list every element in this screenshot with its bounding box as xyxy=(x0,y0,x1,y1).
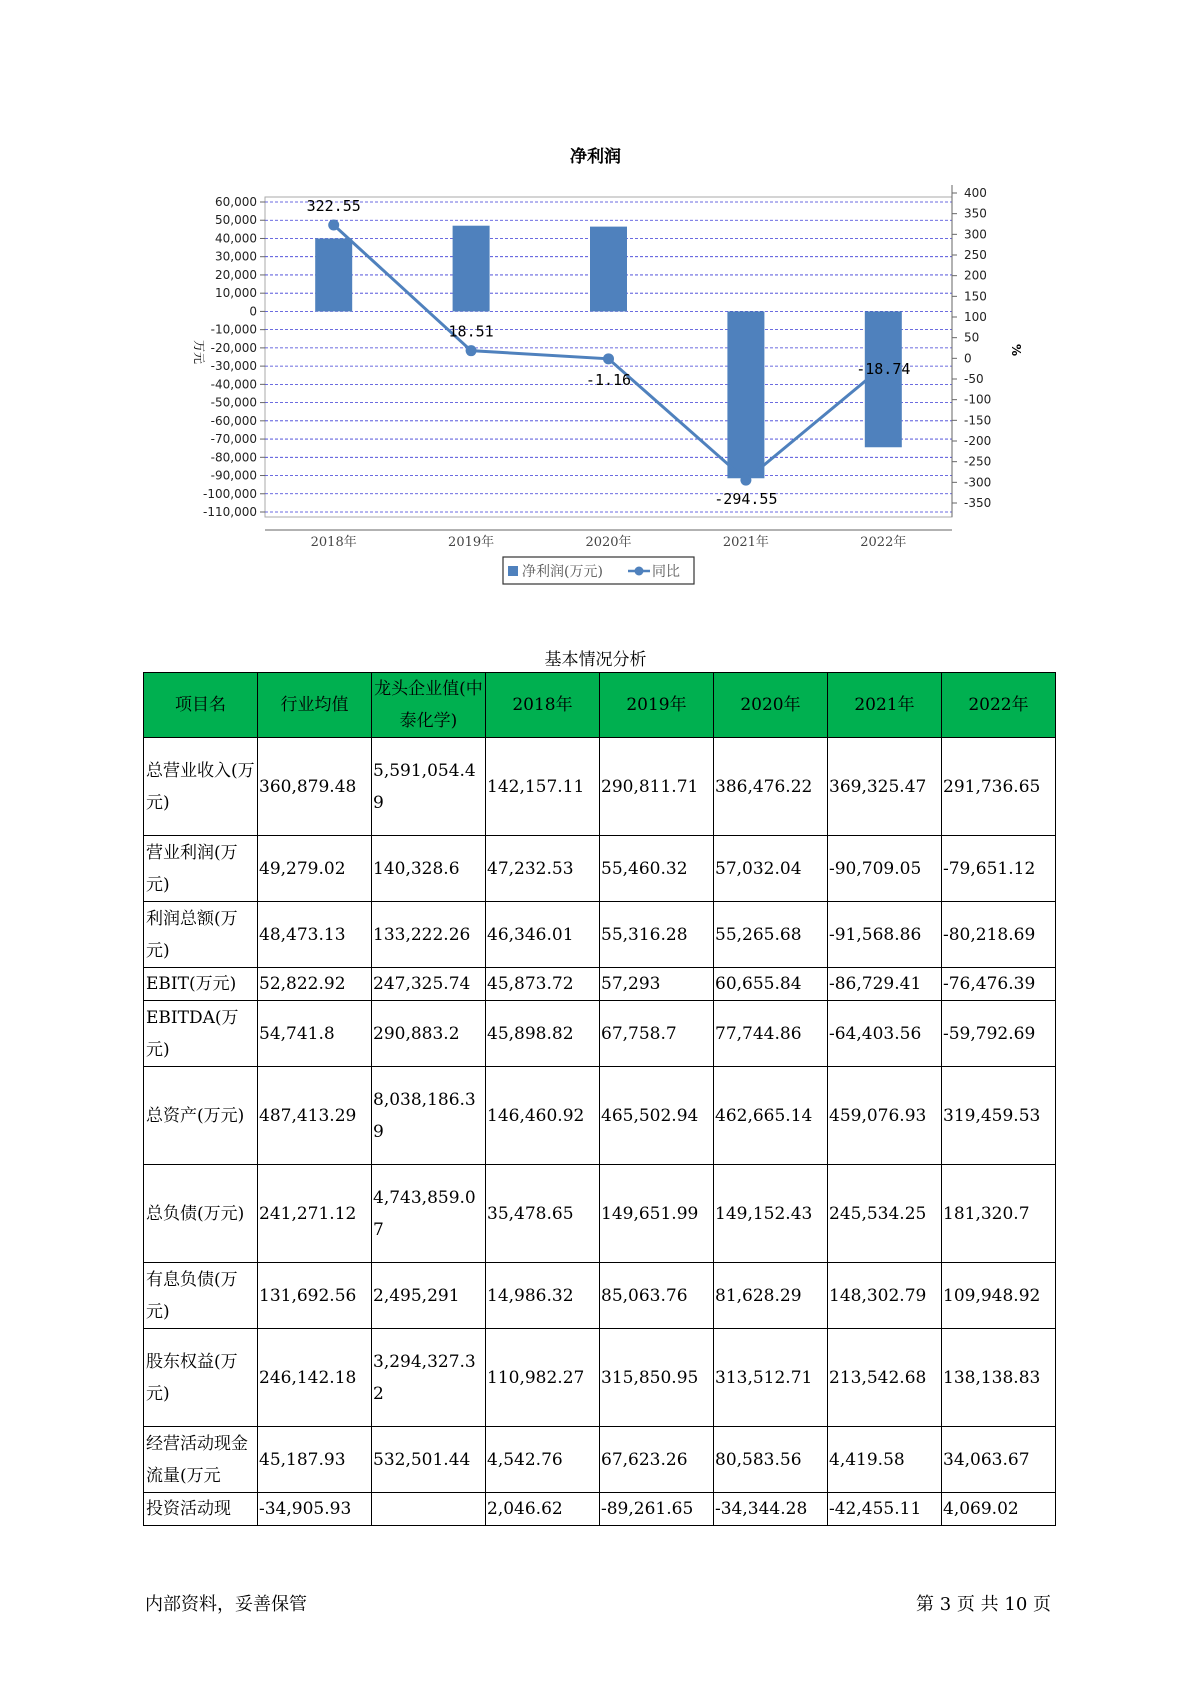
table-header-cell: 2021年 xyxy=(828,673,942,738)
y-tick-label: 60,000 xyxy=(215,195,257,209)
y-tick-label: 30,000 xyxy=(215,249,257,264)
y2-tick-label: 100 xyxy=(964,310,987,324)
value-cell: -34,344.28 xyxy=(714,1493,828,1526)
y2-tick-label: -350 xyxy=(964,496,992,510)
legend-label-yoy: 同比 xyxy=(652,564,680,580)
table-title: 基本情况分析 xyxy=(544,650,647,670)
value-cell: 48,473.13 xyxy=(258,902,372,968)
value-cell: -59,792.69 xyxy=(942,1001,1056,1067)
value-cell: 109,948.92 xyxy=(942,1263,1056,1329)
value-cell: 465,502.94 xyxy=(600,1067,714,1165)
x-tick-label: 2021年 xyxy=(722,535,769,550)
value-cell: 46,346.01 xyxy=(486,902,600,968)
value-cell: 459,076.93 xyxy=(828,1067,942,1165)
table-row xyxy=(144,1493,1056,1526)
value-cell: 290,883.2 xyxy=(372,1001,486,1067)
legend-line-marker xyxy=(635,567,644,576)
data-label-yoy: 18.51 xyxy=(448,322,494,341)
value-cell: 60,655.84 xyxy=(714,968,828,1001)
value-cell: -34,905.93 xyxy=(258,1493,372,1526)
table-row xyxy=(144,1427,1056,1493)
value-cell: 131,692.56 xyxy=(258,1263,372,1329)
point-yoy xyxy=(466,345,477,356)
y-tick-label: 10,000 xyxy=(215,286,257,301)
value-cell: 110,982.27 xyxy=(486,1329,600,1427)
y2-tick-label: -200 xyxy=(964,434,992,448)
y-tick-label: -110,000 xyxy=(203,505,257,519)
y-tick-label: -60,000 xyxy=(210,413,257,428)
value-cell: -86,729.41 xyxy=(828,968,942,1001)
value-cell: 57,032.04 xyxy=(714,836,828,902)
table-row xyxy=(144,836,1056,902)
y2-tick-label: 150 xyxy=(964,289,987,304)
table-row xyxy=(144,902,1056,968)
bar-net-profit xyxy=(727,311,764,478)
y2-axis-title: % xyxy=(1009,343,1023,357)
row-label-cell: 利润总额(万元) xyxy=(144,902,258,968)
table-row xyxy=(144,1067,1056,1165)
value-cell: 4,069.02 xyxy=(942,1493,1056,1526)
value-cell: 315,850.95 xyxy=(600,1329,714,1427)
value-cell xyxy=(372,1493,486,1526)
value-cell: 138,138.83 xyxy=(942,1329,1056,1427)
value-cell: 55,265.68 xyxy=(714,902,828,968)
data-label-yoy: -1.16 xyxy=(585,370,632,389)
table-header-cell: 2018年 xyxy=(486,673,600,738)
value-cell: 148,302.79 xyxy=(828,1263,942,1329)
legend-label-net-profit: 净利润(万元) xyxy=(522,564,603,580)
y2-tick-label: -150 xyxy=(964,413,992,428)
value-cell: 140,328.6 xyxy=(372,836,486,902)
value-cell: 45,898.82 xyxy=(486,1001,600,1067)
point-yoy xyxy=(740,475,751,486)
value-cell: 35,478.65 xyxy=(486,1165,600,1263)
value-cell: 47,232.53 xyxy=(486,836,600,902)
y2-tick-label: 0 xyxy=(964,351,972,366)
value-cell: -64,403.56 xyxy=(828,1001,942,1067)
value-cell: 3,294,327.32 xyxy=(372,1329,486,1427)
y-tick-label: -30,000 xyxy=(210,359,257,374)
bar-net-profit xyxy=(315,238,352,311)
y-axis-title: 万元 xyxy=(192,339,206,365)
value-cell: 55,460.32 xyxy=(600,836,714,902)
row-label-cell: 投资活动现 xyxy=(144,1493,258,1526)
value-cell: 133,222.26 xyxy=(372,902,486,968)
table-header-cell: 龙头企业值(中泰化学) xyxy=(372,673,486,738)
y2-tick-label: 350 xyxy=(964,206,987,221)
value-cell: 2,495,291 xyxy=(372,1263,486,1329)
row-label-cell: 总资产(万元) xyxy=(144,1067,258,1165)
y-tick-label: -10,000 xyxy=(210,322,257,337)
value-cell: 532,501.44 xyxy=(372,1427,486,1493)
table-row xyxy=(144,1001,1056,1067)
data-label-yoy: 322.55 xyxy=(306,197,361,216)
y-tick-label: -100,000 xyxy=(203,486,257,501)
table-header-cell: 行业均值 xyxy=(258,673,372,738)
value-cell: 319,459.53 xyxy=(942,1067,1056,1165)
y2-tick-label: 50 xyxy=(964,330,980,345)
table-row xyxy=(144,968,1056,1001)
value-cell: 149,152.43 xyxy=(714,1165,828,1263)
x-tick-label: 2020年 xyxy=(585,535,632,550)
point-yoy xyxy=(603,353,614,364)
x-tick-label: 2022年 xyxy=(860,535,907,550)
value-cell: 313,512.71 xyxy=(714,1329,828,1427)
table-row xyxy=(144,738,1056,836)
y2-tick-label: 300 xyxy=(964,227,987,242)
value-cell: 67,623.26 xyxy=(600,1427,714,1493)
row-label-cell: 总负债(万元) xyxy=(144,1165,258,1263)
row-label-cell: EBIT(万元) xyxy=(144,968,258,1001)
point-yoy xyxy=(328,220,339,231)
data-label-yoy: -294.55 xyxy=(714,490,778,509)
y-tick-label: 0 xyxy=(249,304,257,319)
y2-tick-label: -50 xyxy=(964,372,984,386)
footer-confidential-note: 内部资料，妥善保管 xyxy=(145,1594,307,1615)
value-cell: -79,651.12 xyxy=(942,836,1056,902)
table-header-cell: 2019年 xyxy=(600,673,714,738)
value-cell: 241,271.12 xyxy=(258,1165,372,1263)
y2-tick-label: -250 xyxy=(964,454,992,469)
y-tick-label: 50,000 xyxy=(215,213,257,228)
value-cell: 213,542.68 xyxy=(828,1329,942,1427)
y2-tick-label: 400 xyxy=(964,186,987,200)
y-tick-label: -50,000 xyxy=(210,395,257,410)
table-header-cell: 2022年 xyxy=(942,673,1056,738)
y-tick-label: -20,000 xyxy=(210,340,257,355)
data-label-yoy: -18.74 xyxy=(856,360,911,379)
basic-analysis-table xyxy=(143,672,1056,1526)
y2-tick-label: 200 xyxy=(964,268,987,283)
chart-title: 净利润 xyxy=(570,147,621,167)
table-header-row xyxy=(144,673,1056,738)
y-tick-label: 20,000 xyxy=(215,267,257,282)
table-row xyxy=(144,1165,1056,1263)
value-cell: 2,046.62 xyxy=(486,1493,600,1526)
value-cell: 462,665.14 xyxy=(714,1067,828,1165)
x-tick-label: 2019年 xyxy=(448,535,495,550)
value-cell: -42,455.11 xyxy=(828,1493,942,1526)
table-body xyxy=(144,738,1056,1526)
y-tick-label: -40,000 xyxy=(210,377,257,392)
value-cell: 14,986.32 xyxy=(486,1263,600,1329)
value-cell: 5,591,054.49 xyxy=(372,738,486,836)
value-cell: 34,063.67 xyxy=(942,1427,1056,1493)
value-cell: 146,460.92 xyxy=(486,1067,600,1165)
value-cell: 4,542.76 xyxy=(486,1427,600,1493)
row-label-cell: 股东权益(万元) xyxy=(144,1329,258,1427)
value-cell: 52,822.92 xyxy=(258,968,372,1001)
value-cell: 45,873.72 xyxy=(486,968,600,1001)
value-cell: 4,743,859.07 xyxy=(372,1165,486,1263)
y-tick-label: -70,000 xyxy=(210,432,257,447)
value-cell: 77,744.86 xyxy=(714,1001,828,1067)
bar-net-profit xyxy=(453,226,490,312)
y2-tick-label: -300 xyxy=(964,475,992,490)
y-tick-label: 40,000 xyxy=(215,231,257,246)
value-cell: 80,583.56 xyxy=(714,1427,828,1493)
value-cell: 142,157.11 xyxy=(486,738,600,836)
value-cell: 290,811.71 xyxy=(600,738,714,836)
value-cell: 8,038,186.39 xyxy=(372,1067,486,1165)
y2-tick-label: 250 xyxy=(964,248,987,262)
value-cell: 245,534.25 xyxy=(828,1165,942,1263)
value-cell: 45,187.93 xyxy=(258,1427,372,1493)
value-cell: 247,325.74 xyxy=(372,968,486,1001)
row-label-cell: 总营业收入(万元) xyxy=(144,738,258,836)
row-label-cell: 有息负债(万元) xyxy=(144,1263,258,1329)
value-cell: 49,279.02 xyxy=(258,836,372,902)
y2-tick-label: -100 xyxy=(964,392,992,407)
row-label-cell: 经营活动现金流量(万元 xyxy=(144,1427,258,1493)
value-cell: 386,476.22 xyxy=(714,738,828,836)
net-profit-chart xyxy=(0,0,1191,600)
table-row xyxy=(144,1263,1056,1329)
value-cell: 54,741.8 xyxy=(258,1001,372,1067)
value-cell: 81,628.29 xyxy=(714,1263,828,1329)
value-cell: 181,320.7 xyxy=(942,1165,1056,1263)
y-tick-label: -90,000 xyxy=(210,468,257,483)
bar-net-profit xyxy=(590,227,627,312)
value-cell: 4,419.58 xyxy=(828,1427,942,1493)
bar-net-profit xyxy=(865,311,902,447)
value-cell: 57,293 xyxy=(600,968,714,1001)
value-cell: 369,325.47 xyxy=(828,738,942,836)
value-cell: 55,316.28 xyxy=(600,902,714,968)
x-tick-label: 2018年 xyxy=(310,535,357,550)
value-cell: 67,758.7 xyxy=(600,1001,714,1067)
value-cell: 246,142.18 xyxy=(258,1329,372,1427)
value-cell: -89,261.65 xyxy=(600,1493,714,1526)
table-header-cell: 2020年 xyxy=(714,673,828,738)
value-cell: 85,063.76 xyxy=(600,1263,714,1329)
y-tick-label: -80,000 xyxy=(210,450,257,465)
table-header-cell: 项目名 xyxy=(144,673,258,738)
footer-page-number: 第 3 页 共 10 页 xyxy=(916,1594,1051,1615)
table-row xyxy=(144,1329,1056,1427)
value-cell: 149,651.99 xyxy=(600,1165,714,1263)
value-cell: 360,879.48 xyxy=(258,738,372,836)
legend-bar-swatch xyxy=(508,566,518,576)
value-cell: 487,413.29 xyxy=(258,1067,372,1165)
value-cell: -90,709.05 xyxy=(828,836,942,902)
row-label-cell: 营业利润(万元) xyxy=(144,836,258,902)
row-label-cell: EBITDA(万元) xyxy=(144,1001,258,1067)
value-cell: -91,568.86 xyxy=(828,902,942,968)
value-cell: -80,218.69 xyxy=(942,902,1056,968)
value-cell: -76,476.39 xyxy=(942,968,1056,1001)
value-cell: 291,736.65 xyxy=(942,738,1056,836)
